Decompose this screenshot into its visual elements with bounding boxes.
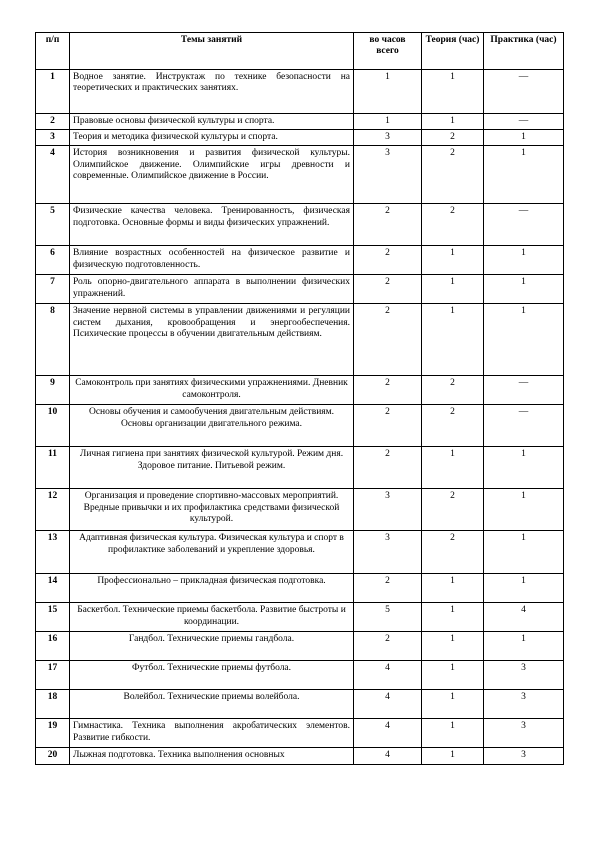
row-theory-hours: 2 (422, 405, 484, 447)
table-row (36, 405, 564, 447)
row-number: 20 (36, 748, 70, 764)
row-practice-hours: 1 (484, 489, 564, 531)
row-topic: Влияние возрастных особенностей на физическое развитие и физическую подготовленность. (70, 246, 354, 275)
table-row (36, 146, 564, 204)
row-topic: Гандбол. Технические приемы гандбола. (70, 632, 354, 661)
row-total-hours: 1 (354, 114, 422, 130)
row-number: 3 (36, 130, 70, 146)
row-topic: Лыжная подготовка. Техника выполнения основных (70, 748, 354, 764)
row-theory-hours: 1 (422, 748, 484, 764)
row-practice-hours: 1 (484, 447, 564, 489)
row-total-hours: 3 (354, 146, 422, 204)
row-theory-hours: 2 (422, 146, 484, 204)
row-practice-hours: 1 (484, 531, 564, 574)
row-total-hours: 2 (354, 304, 422, 376)
row-total-hours: 4 (354, 661, 422, 690)
row-number: 12 (36, 489, 70, 531)
row-theory-hours: 2 (422, 204, 484, 246)
row-total-hours: 4 (354, 719, 422, 748)
row-number: 6 (36, 246, 70, 275)
row-theory-hours: 1 (422, 719, 484, 748)
row-total-hours: 3 (354, 531, 422, 574)
row-number: 4 (36, 146, 70, 204)
row-total-hours: 5 (354, 603, 422, 632)
row-topic: Правовые основы физической культуры и спорта. (70, 114, 354, 130)
row-total-hours: 2 (354, 632, 422, 661)
row-theory-hours: 2 (422, 376, 484, 405)
row-total-hours: 3 (354, 489, 422, 531)
table-row (36, 447, 564, 489)
row-number: 8 (36, 304, 70, 376)
row-practice-hours: — (484, 405, 564, 447)
row-practice-hours: 4 (484, 603, 564, 632)
row-topic: Роль опорно-двигательного аппарата в выполнении физических упражнений. (70, 275, 354, 304)
row-total-hours: 2 (354, 275, 422, 304)
row-number: 13 (36, 531, 70, 574)
table-row (36, 719, 564, 748)
table-row (36, 376, 564, 405)
row-topic: Водное занятие. Инструктаж по технике безопасности на теоретических и практических занятиях. (70, 70, 354, 114)
row-theory-hours: 1 (422, 447, 484, 489)
row-topic: Гимнастика. Техника выполнения акробатических элементов. Развитие гибкости. (70, 719, 354, 748)
table-row (36, 70, 564, 114)
row-topic: Физические качества человека. Тренированность, физическая подготовка. Основные формы и виды физических упражнений. (70, 204, 354, 246)
table-row (36, 275, 564, 304)
row-practice-hours: — (484, 376, 564, 405)
row-topic: Личная гигиена при занятиях физической культурой. Режим дня. Здоровое питание. Питьевой режим. (70, 447, 354, 489)
row-number: 5 (36, 204, 70, 246)
table-row (36, 574, 564, 603)
row-practice-hours: — (484, 70, 564, 114)
row-practice-hours: 1 (484, 574, 564, 603)
row-theory-hours: 2 (422, 489, 484, 531)
row-total-hours: 2 (354, 246, 422, 275)
row-practice-hours: 1 (484, 130, 564, 146)
row-number: 11 (36, 447, 70, 489)
row-total-hours: 1 (354, 70, 422, 114)
row-total-hours: 3 (354, 130, 422, 146)
row-number: 1 (36, 70, 70, 114)
row-topic: Теория и методика физической культуры и спорта. (70, 130, 354, 146)
table-row (36, 531, 564, 574)
row-number: 17 (36, 661, 70, 690)
row-total-hours: 4 (354, 690, 422, 719)
table-row (36, 603, 564, 632)
row-topic: Баскетбол. Технические приемы баскетбола. Развитие быстроты и координации. (70, 603, 354, 632)
row-theory-hours: 1 (422, 574, 484, 603)
row-total-hours: 4 (354, 748, 422, 764)
row-theory-hours: 1 (422, 690, 484, 719)
row-theory-hours: 2 (422, 130, 484, 146)
header-topic: Темы занятий (70, 33, 354, 70)
row-practice-hours: 1 (484, 246, 564, 275)
row-practice-hours: 3 (484, 748, 564, 764)
row-total-hours: 2 (354, 447, 422, 489)
row-total-hours: 2 (354, 405, 422, 447)
row-practice-hours: 3 (484, 690, 564, 719)
row-theory-hours: 1 (422, 70, 484, 114)
table-row (36, 489, 564, 531)
row-topic: Волейбол. Технические приемы волейбола. (70, 690, 354, 719)
row-practice-hours: — (484, 114, 564, 130)
row-topic: Значение нервной системы в управлении движениями и регуляции систем дыхания, кровообращения и энергообеспечения. Психические процессы в обучении двигательным действиям. (70, 304, 354, 376)
row-number: 16 (36, 632, 70, 661)
row-number: 7 (36, 275, 70, 304)
table-row (36, 304, 564, 376)
table-header-row (36, 33, 564, 70)
table-row (36, 114, 564, 130)
row-topic: Самоконтроль при занятиях физическими упражнениями. Дневник самоконтроля. (70, 376, 354, 405)
row-theory-hours: 1 (422, 304, 484, 376)
row-practice-hours: 3 (484, 661, 564, 690)
row-practice-hours: 3 (484, 719, 564, 748)
lesson-plan-table (35, 32, 564, 765)
header-practice-hours: Практика (час) (484, 33, 564, 70)
row-topic: Профессионально – прикладная физическая подготовка. (70, 574, 354, 603)
table-row (36, 204, 564, 246)
row-number: 2 (36, 114, 70, 130)
row-number: 18 (36, 690, 70, 719)
header-total-hours: во часов всего (354, 33, 422, 70)
row-theory-hours: 1 (422, 114, 484, 130)
row-practice-hours: 1 (484, 632, 564, 661)
header-theory-hours: Теория (час) (422, 33, 484, 70)
table-row (36, 632, 564, 661)
row-number: 10 (36, 405, 70, 447)
row-practice-hours: 1 (484, 146, 564, 204)
row-theory-hours: 1 (422, 603, 484, 632)
row-topic: История возникновения и развития физической культуры. Олимпийское движение. Олимпийские игры древности и современные. Олимпийское движение в России. (70, 146, 354, 204)
table-row (36, 748, 564, 764)
row-number: 19 (36, 719, 70, 748)
table-row (36, 130, 564, 146)
row-practice-hours: — (484, 204, 564, 246)
row-theory-hours: 1 (422, 661, 484, 690)
row-practice-hours: 1 (484, 304, 564, 376)
row-topic: Футбол. Технические приемы футбола. (70, 661, 354, 690)
row-practice-hours: 1 (484, 275, 564, 304)
row-topic: Основы обучения и самообучения двигательным действиям. Основы организации двигательного режима. (70, 405, 354, 447)
row-theory-hours: 1 (422, 246, 484, 275)
row-number: 15 (36, 603, 70, 632)
row-theory-hours: 2 (422, 531, 484, 574)
table-row (36, 690, 564, 719)
row-number: 14 (36, 574, 70, 603)
row-total-hours: 2 (354, 376, 422, 405)
row-number: 9 (36, 376, 70, 405)
table-row (36, 661, 564, 690)
row-total-hours: 2 (354, 574, 422, 603)
row-topic: Организация и проведение спортивно-массовых мероприятий. Вредные привычки и их профилактика средствами физической культурой. (70, 489, 354, 531)
row-theory-hours: 1 (422, 275, 484, 304)
header-num: п/п (36, 33, 70, 70)
row-total-hours: 2 (354, 204, 422, 246)
row-theory-hours: 1 (422, 632, 484, 661)
row-topic: Адаптивная физическая культура. Физическая культура и спорт в профилактике заболеваний и укрепление здоровья. (70, 531, 354, 574)
table-row (36, 246, 564, 275)
